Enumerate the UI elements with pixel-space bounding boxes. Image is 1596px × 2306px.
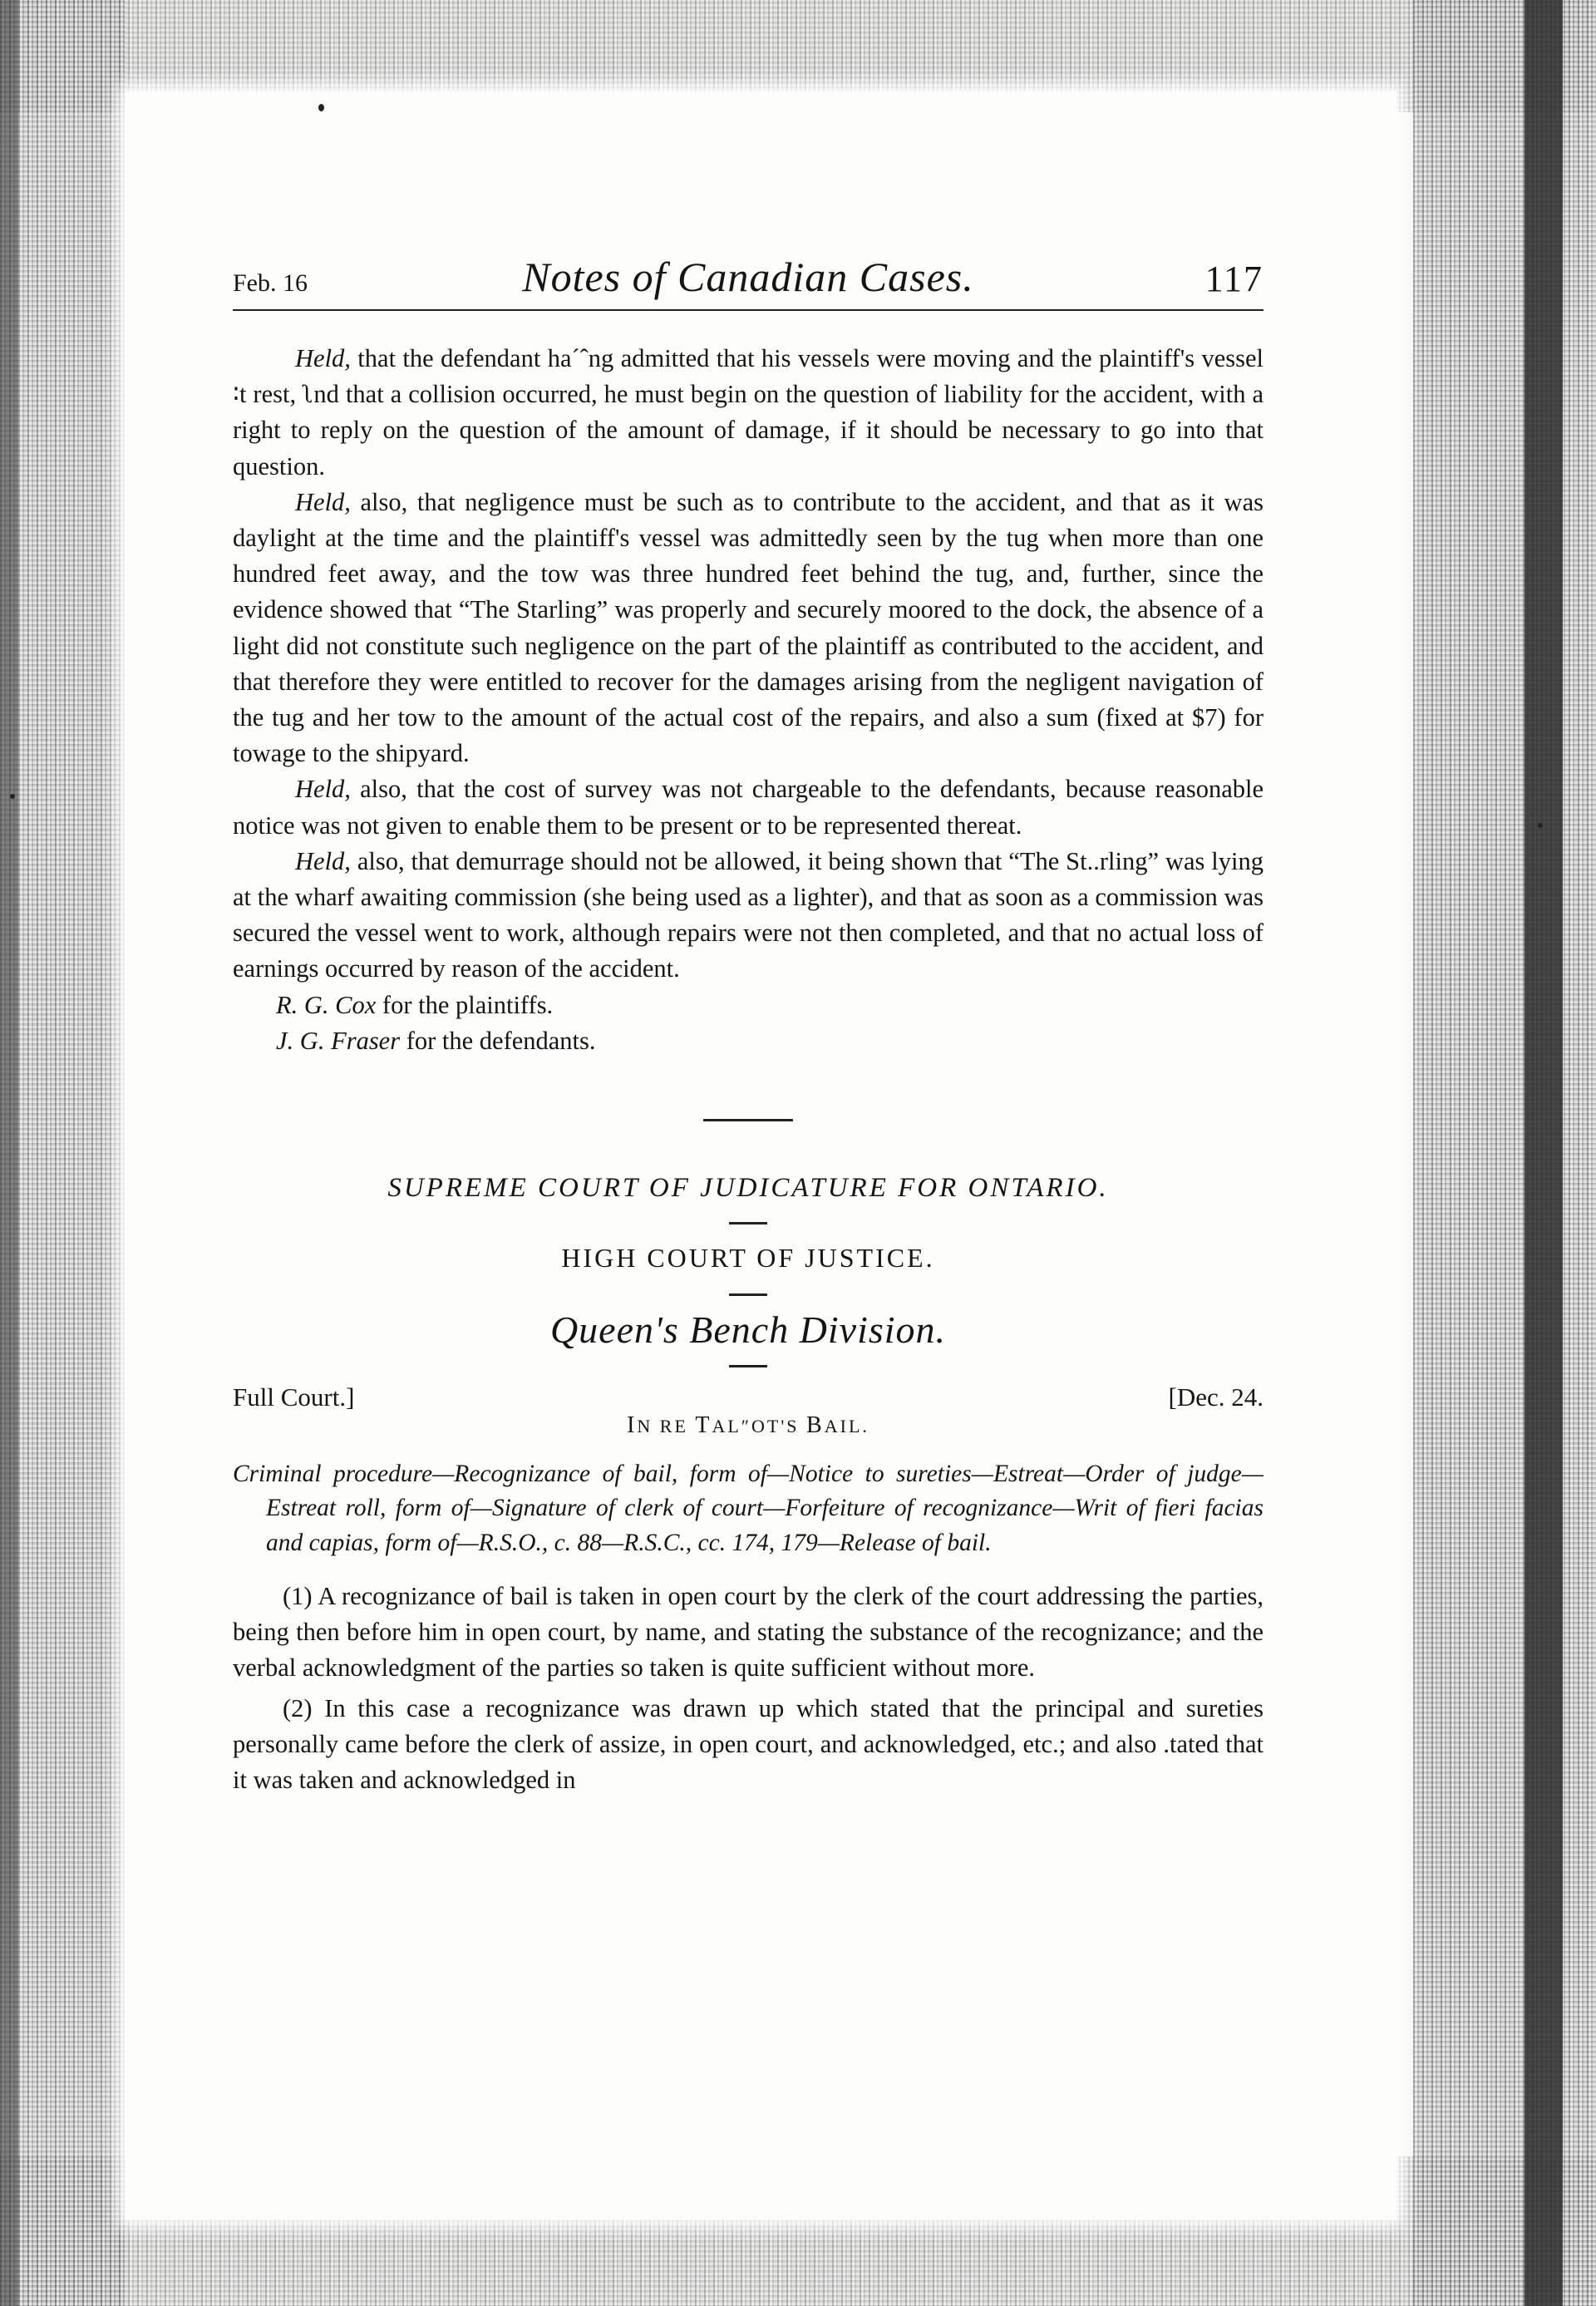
paragraph [233, 485, 1264, 772]
case-name-part: T [695, 1412, 712, 1438]
case-name-part: AL″OT'S [712, 1415, 807, 1436]
scan-edge-left-shadow [0, 0, 18, 2306]
paragraph [233, 341, 1264, 485]
counsel-role: for the defendants. [400, 1026, 596, 1055]
paragraph-text: that the defendant ha´ˆng admitted that his vessels were moving and the plaintiff's vessel ∶t rest, ʅnd that a collision occurred, he must begin on the question of liability for the accident, with a right to reply on the question of the amount of damage, if it should be necessary to go into that question. [233, 344, 1264, 480]
held-label: Held, [295, 344, 351, 372]
court-subtitle: HIGH COURT OF JUSTICE. [561, 1242, 935, 1273]
case-name-part: B [806, 1412, 825, 1438]
counsel-name: J. G. Fraser [276, 1026, 401, 1055]
case-name-part: AIL. [824, 1415, 869, 1436]
paragraph-text: also, that negligence must be such as to contribute to the accident, and that as it was daylight at the time and the plaintiff's vessel was admittedly seen by the tug when more than one hundred feet away, and the tow was three hundred feet behind the tug, and, further, since the evidence showed that “The Starling” was properly and securely moored to the dock, the absence of a light did not constitute such negligence on the part of the plaintiff as contributed to the accident, and that therefore they were entitled to recover for the damages arising from the negligent navigation of the tug and her tow to the amount of the actual cost of the repairs, and also a sum (fixed at $7) for towage to the shipyard. [233, 487, 1264, 768]
counsel-name: R. G. Cox [276, 990, 377, 1019]
paragraph [233, 771, 1264, 843]
scan-edge-right [1413, 0, 1596, 2306]
scan-edge-left [0, 0, 125, 2306]
scan-speck [318, 104, 324, 111]
running-head-rule [233, 309, 1264, 311]
held-label: Held, [295, 775, 351, 804]
division-title: Queen's Bench Division. [549, 1308, 947, 1351]
numbered-paragraph: (1) A recognizance of bail is taken in open court by the clerk of the court addressing the parties, being then before him in open court, by name, and stating the substance of the recognizance; and the verbal acknowledgment of the parties so taken is quite sufficient without more. [233, 1582, 1264, 1683]
page-content [233, 249, 1264, 1798]
numbered-paragraph: (2) In this case a recognizance was drawn up which stated that the principal and sureties personally came before the clerk of assize, in open court, and acknowledged, etc.; and also .tated that it was taken and acknowledged in [233, 1694, 1264, 1795]
counsel-line [233, 988, 1264, 1023]
counsel-line [233, 1023, 1264, 1059]
scan-speck [1538, 823, 1543, 828]
paragraph [233, 844, 1264, 988]
running-head-title: Notes of Canadian Cases. [522, 254, 974, 300]
headnote: Criminal procedure—Recognizance of bail, form of—Notice to sureties—Estreat—Order of judge—Estreat roll, form of—Signature of clerk of court—Forfeiture of recognizance—Writ of fieri facias and capias, form of—R.S.O., c. 88—R.S.C., cc. 174, 179—Release of bail. [233, 1460, 1264, 1556]
scan-speck [10, 794, 15, 799]
paragraph-text: also, that demurrage should not be allowed, it being shown that “The St..rling” was lying at the wharf awaiting commission (she being used as a lighter), and that as soon as a commission was secured the vessel went to work, although repairs were not then completed, and that no actual loss of earnings occurred by reason of the accident. [233, 846, 1264, 983]
running-head-date: Feb. 16 [233, 269, 308, 297]
case-header [233, 1382, 1264, 1449]
case-name-part: N RE [637, 1415, 696, 1436]
case-date: [Dec. 24. [1168, 1382, 1264, 1412]
page-number: 117 [1204, 259, 1264, 299]
running-head [233, 249, 1264, 308]
held-label: Held, [295, 487, 351, 516]
court-title: SUPREME COURT OF JUDICATURE FOR ONTARIO. [387, 1172, 1109, 1203]
scan-edge-right-shadow [1525, 0, 1563, 2306]
paragraph-text: also, that the cost of survey was not chargeable to the defendants, because reasonable notice was not given to enable them to be present or to be represented thereat. [233, 775, 1264, 840]
held-label: Held, [295, 846, 351, 875]
counsel-role: for the plaintiffs. [376, 990, 554, 1019]
case-name-part: I [627, 1412, 638, 1438]
case-name [233, 1412, 1264, 1439]
case-court-type: Full Court.] [233, 1382, 355, 1412]
